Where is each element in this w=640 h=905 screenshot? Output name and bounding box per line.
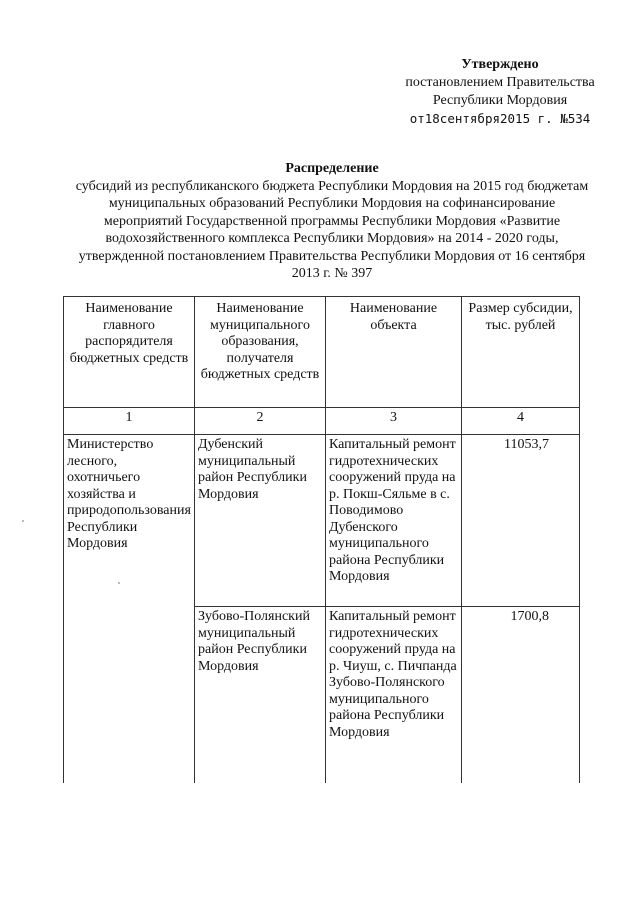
document-title: Распределение	[285, 161, 379, 176]
object-cell: Капитальный ремонт гидротехнических сооружений пруда на р. Покш-Сяльме в с. Поводимово Дубенского муниципального района Республики Мордовия	[326, 435, 462, 607]
object-cell: Капитальный ремонт гидротехнических сооружений пруда на р. Чиуш, с. Пичпанда Зубово-Полянского муниципального района Республики Мордовия	[326, 607, 462, 784]
document-heading	[72, 160, 592, 283]
column-number: 3	[326, 408, 462, 435]
municipality-cell: Дубенский муниципальный район Республики Мордовия	[195, 435, 326, 607]
header-cell: Наименование главного распорядителя бюджетных средств	[64, 297, 195, 408]
table-row	[64, 435, 580, 607]
header-cell: Наименование муниципального образования, получателя бюджетных средств	[195, 297, 326, 408]
approval-block	[370, 56, 630, 128]
column-number-row	[64, 408, 580, 435]
amount-cell: 1700,8	[462, 607, 580, 784]
column-number: 4	[462, 408, 580, 435]
header-cell: Размер субсидии, тыс. рублей	[462, 297, 580, 408]
approval-line-1: постановлением Правительства	[405, 75, 595, 90]
header-cell: Наименование объекта	[326, 297, 462, 408]
column-number: 2	[195, 408, 326, 435]
municipality-cell: Зубово-Полянский муниципальный район Республики Мордовия	[195, 607, 326, 784]
table-header-row	[64, 297, 580, 408]
approval-date: от18сентября2015 г. №534	[409, 111, 591, 126]
subsidy-table	[63, 296, 580, 783]
scan-speck	[22, 520, 24, 522]
approval-title: Утверждено	[461, 57, 539, 72]
column-number: 1	[64, 408, 195, 435]
scan-speck	[118, 582, 120, 584]
document-subtitle: субсидий из республиканского бюджета Республики Мордовия на 2015 год бюджетам муниципальных образований Республики Мордовия на софинансирование мероприятий Государственной программы Республики Мордовия «Развитие водохозяйственного комплекса Республики Мордовия» на 2014 - 2020 годы, утвержденной постановлением Правительства Республики Мордовия от 16 сентября 2013 г. № 397	[75, 178, 589, 281]
ministry-cell: Министерство лесного, охотничьего хозяйства и природопользования Республики Мордовия	[64, 435, 195, 784]
amount-cell: 11053,7	[462, 435, 580, 607]
approval-line-2: Республики Мордовия	[432, 93, 568, 108]
